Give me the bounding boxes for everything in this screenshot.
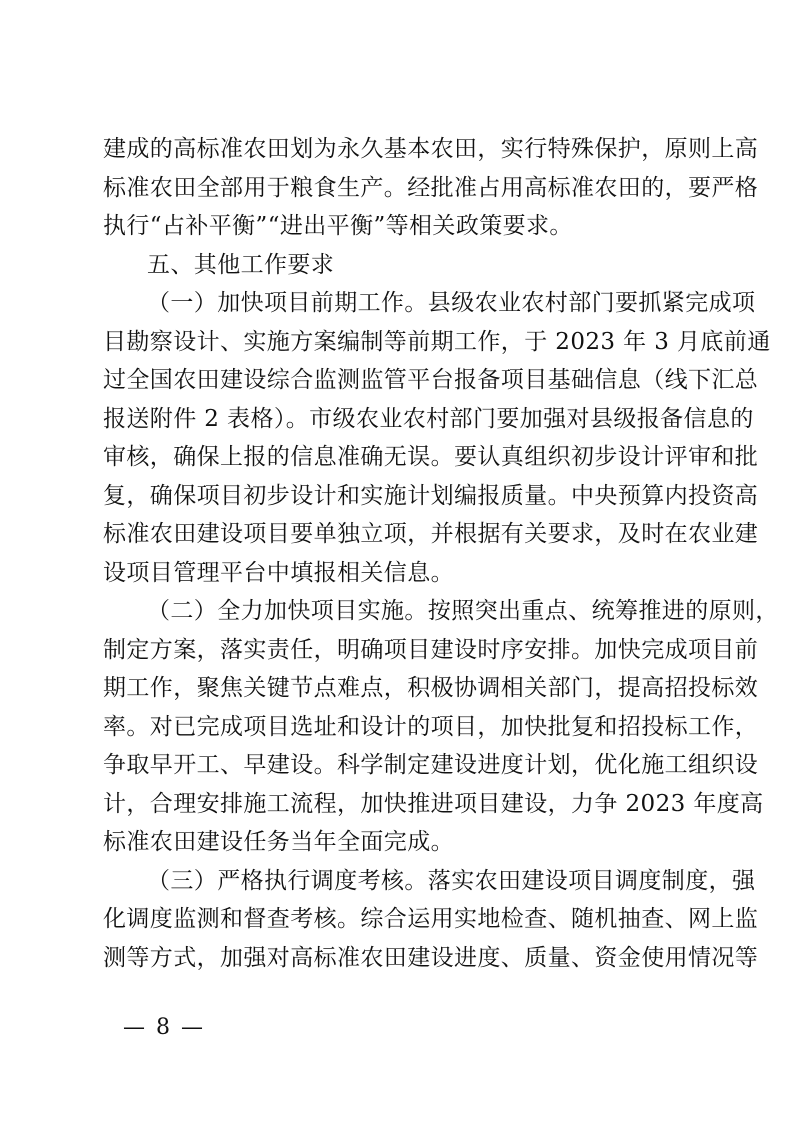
paragraph-line: 标准农田全部用于粮食生产。经批准占用高标准农田的，要严格 xyxy=(103,174,759,201)
item-1-line: 设项目管理平台中填报相关信息。 xyxy=(103,559,454,586)
paragraph-line: 建成的高标准农田划为永久基本农田，实行特殊保护，原则上高 xyxy=(103,136,759,162)
page-number: — 8 — xyxy=(123,1015,205,1040)
item-1-line: 复，确保项目初步设计和实施计划编报质量。中央预算内投资高 xyxy=(103,482,759,509)
item-2-line: （二）全力加快项目实施。按照突出重点、统筹推进的原则， xyxy=(147,598,779,624)
item-3-line: 化调度监测和督查考核。综合运用实地检查、随机抽查、网上监 xyxy=(103,906,759,932)
paragraph-line: 执行“占补平衡”“进出平衡”等相关政策要求。 xyxy=(103,213,573,239)
item-2-line: 制定方案，落实责任，明确项目建设时序安排。加快完成项目前 xyxy=(103,636,759,663)
item-1-line: 过全国农田建设综合监测监管平台报备项目基础信息（线下汇总 xyxy=(103,367,759,393)
item-2-line: 率。对已完成项目选址和设计的项目，加快批复和招投标工作， xyxy=(103,713,759,740)
item-2-line: 期工作，聚焦关键节点难点，积极协调相关部门，提高招投标效 xyxy=(103,675,759,701)
document-body xyxy=(103,130,779,977)
item-2-line: 计，合理安排施工流程，加快推进项目建设，力争 2023 年度高 xyxy=(103,790,764,817)
item-3-line: （三）严格执行调度考核。落实农田建设项目调度制度，强 xyxy=(147,867,756,894)
item-3-line: 测等方式，加强对高标准农田建设进度、质量、资金使用情况等 xyxy=(103,944,759,971)
item-2-line: 标准农田建设任务当年全面完成。 xyxy=(103,829,454,855)
item-1-line: 目勘察设计、实施方案编制等前期工作，于 2023 年 3 月底前通 xyxy=(103,328,771,355)
section-heading: 五、其他工作要求 xyxy=(147,251,335,278)
item-2-line: 争取早开工、早建设。科学制定建设进度计划，优化施工组织设 xyxy=(103,752,759,778)
item-1-line: （一）加快项目前期工作。县级农业农村部门要抓紧完成项 xyxy=(147,290,756,316)
item-1-line: 报送附件 2 表格）。市级农业农村部门要加强对县级报备信息的 xyxy=(103,405,754,432)
item-1-line: 审核，确保上报的信息准确无误。要认真组织初步设计评审和批 xyxy=(103,444,759,470)
item-1-line: 标准农田建设项目要单独立项，并根据有关要求，及时在农业建 xyxy=(103,521,759,547)
